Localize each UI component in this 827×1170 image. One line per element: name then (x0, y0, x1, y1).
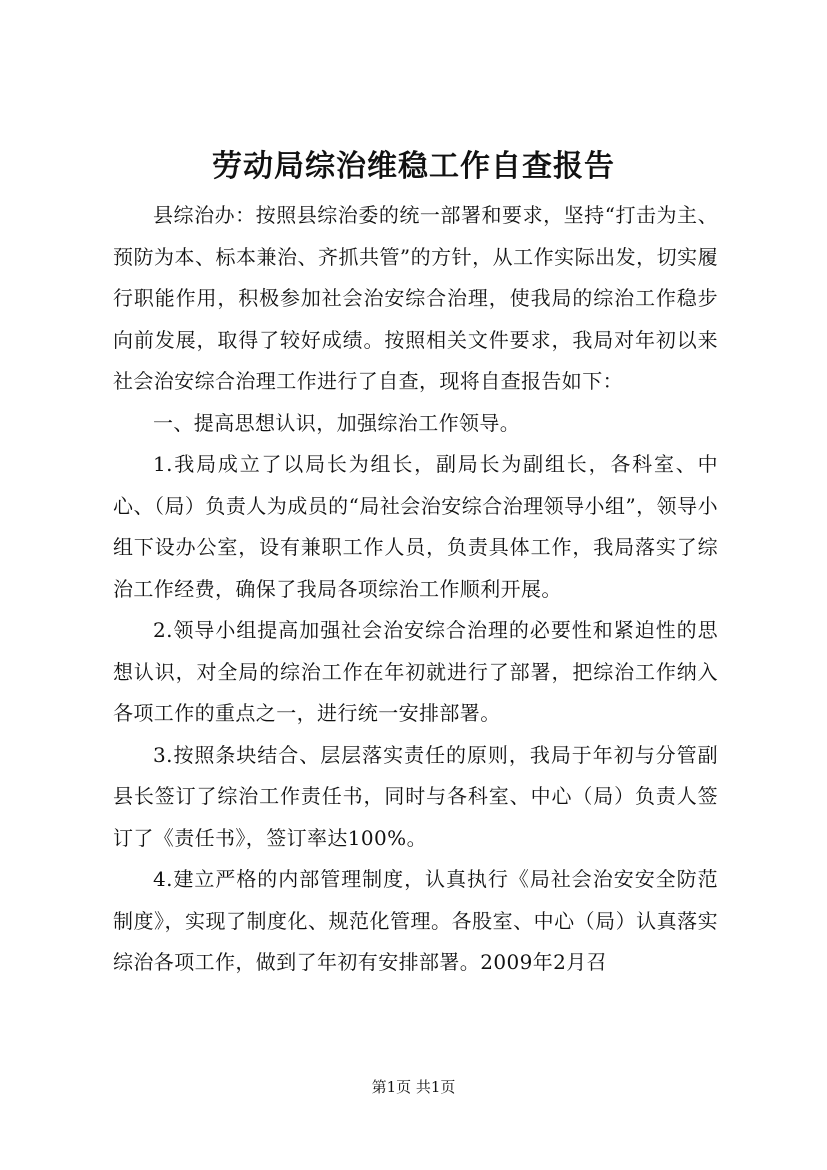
paragraph-item-4: 4.建立严格的内部管理制度，认真执行《局社会治安安全防范制度》，实现了制度化、规范化管理。各股室、中心（局）认真落实综治各项工作，做到了年初有安排部署。2009年2月召 (113, 867, 718, 974)
paragraph-intro: 县综治办：按照县综治委的统一部署和要求，坚持“打击为主、预防为本、标本兼治、齐抓共管”的方针，从工作实际出发，切实履行职能作用，积极参加社会治安综合治理，使我局的综治工作稳步向前发展，取得了较好成绩。按照相关文件要求，我局对年初以来社会治安综合治理工作进行了自查，现将自查报告如下： (113, 203, 718, 393)
paragraph-item-3: 3.按照条块结合、层层落实责任的原则，我局于年初与分管副县长签订了综治工作责任书，同时与各科室、中心（局）负责人签订了《责任书》，签订率达100%。 (113, 742, 718, 850)
paragraph-item-1: 1.我局成立了以局长为组长，副局长为副组长，各科室、中心、（局）负责人为成员的“局社会治安综合治理领导小组”，领导小组下设办公室，设有兼职工作人员，负责具体工作，我局落实了综治工作经费，确保了我局各项综治工作顺利开展。 (113, 452, 718, 601)
document-title: 劳动局综治维稳工作自查报告 (212, 149, 615, 184)
paragraph-section-heading: 一、提高思想认识，加强综治工作领导。 (153, 410, 521, 435)
document-body (113, 195, 718, 984)
paragraph-item-2: 2.领导小组提高加强社会治安综合治理的必要性和紧迫性的思想认识，对全局的综治工作在年初就进行了部署，把综治工作纳入各项工作的重点之一，进行统一安排部署。 (113, 618, 718, 725)
page-number-footer: 第1页 共1页 (371, 1078, 456, 1096)
